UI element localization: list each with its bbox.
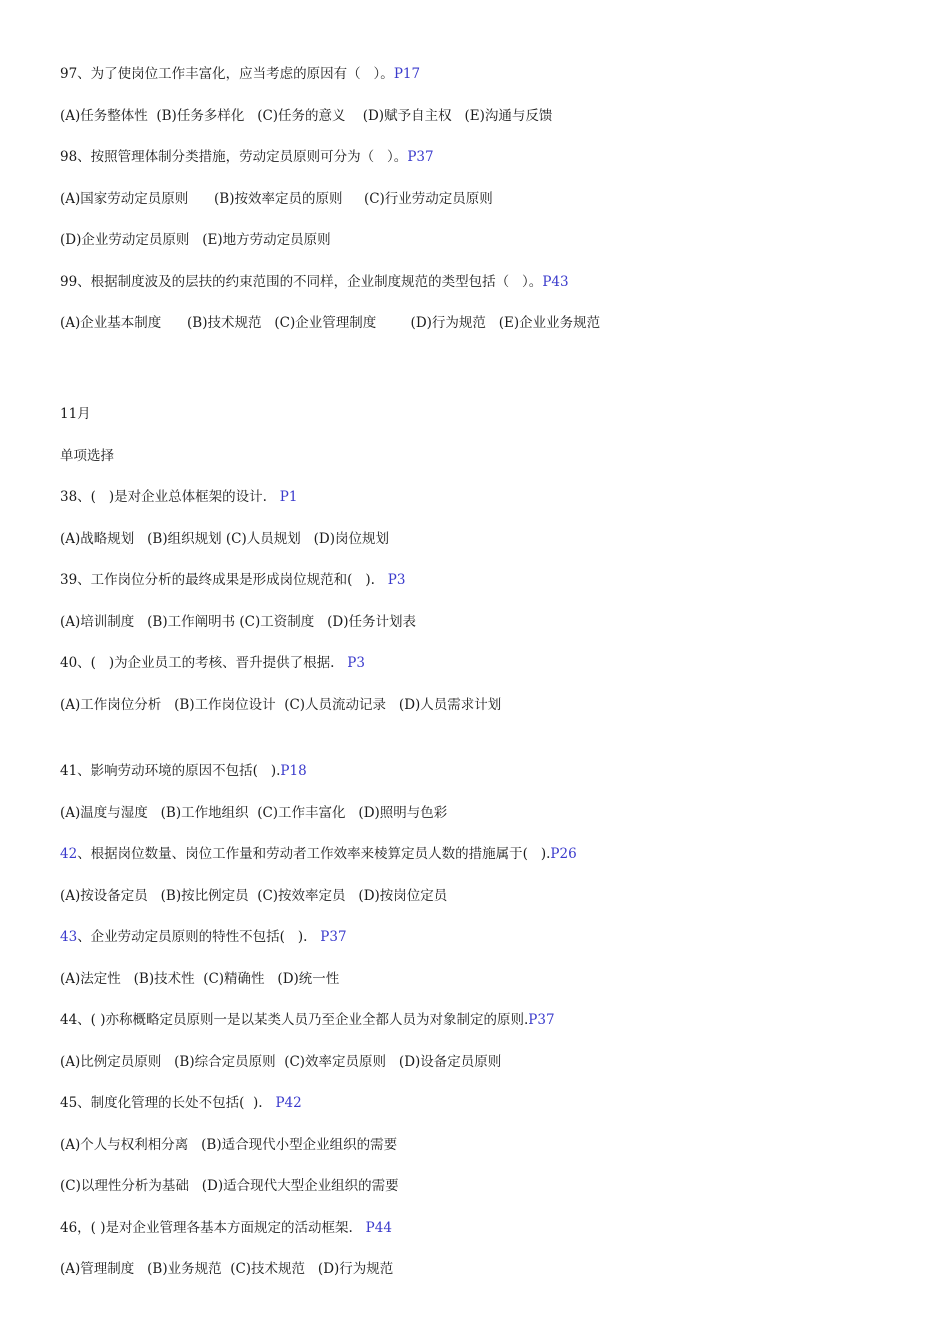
options-44: [60, 1052, 501, 1072]
options-43: [60, 969, 339, 989]
page-ref: P42: [275, 1095, 302, 1111]
options-45-a: [60, 1135, 397, 1155]
line-text: 40、( )为企业员工的考核、晋升提供了根据.: [60, 655, 348, 671]
line-text: (A)法定性 (B)技术性 (C)精确性 (D)统一性: [60, 971, 340, 987]
question-99: [60, 272, 569, 292]
line-text: 38、( )是对企业总体框架的设计.: [60, 489, 280, 505]
question-43: [60, 927, 347, 947]
line-text: 97、为了使岗位工作丰富化，应当考虑的原因有（ ）。: [60, 66, 394, 82]
options-40: [60, 695, 501, 715]
line-text: (A)工作岗位分析 (B)工作岗位设计 (C)人员流动记录 (D)人员需求计划: [60, 697, 502, 713]
options-45-b: [60, 1176, 399, 1196]
question-number: 42: [60, 846, 78, 862]
line-text: (A)温度与湿度 (B)工作地组织 (C)工作丰富化 (D)照明与色彩: [60, 805, 448, 821]
line-text: (D)企业劳动定员原则 (E)地方劳动定员原则: [60, 232, 331, 248]
line-text: (C)以理性分析为基础 (D)适合现代大型企业组织的需要: [60, 1178, 399, 1194]
line-text: 99、根据制度波及的层扶的约束范围的不同样，企业制度规范的类型包括（ ）。: [60, 274, 543, 290]
line-text: 98、按照管理体制分类措施，劳动定员原则可分为（ ）。: [60, 149, 408, 165]
line-text: 41、影响劳动环境的原因不包括( ).: [60, 763, 281, 779]
section-type: [60, 446, 114, 466]
question-98: [60, 147, 434, 167]
page-ref: P17: [393, 66, 421, 82]
line-text: 46，( )是对企业管理各基本方面规定的活动框架.: [60, 1220, 366, 1236]
question-40: [60, 653, 365, 673]
options-42: [60, 886, 447, 906]
line-text: (A)任务整体性 (B)任务多样化 (C)任务的意义 (D)赋予自主权 (E)沟通与反馈: [60, 108, 553, 124]
options-98-b: [60, 230, 331, 250]
line-text: (A)培训制度 (B)工作阐明书 (C)工资制度 (D)任务计划表: [60, 614, 416, 630]
section-month: [60, 404, 91, 424]
options-46: [60, 1259, 393, 1279]
line-text: 、企业劳动定员原则的特性不包括( ).: [77, 929, 321, 945]
page-ref: P37: [407, 149, 434, 165]
line-text: (A)管理制度 (B)业务规范 (C)技术规范 (D)行为规范: [60, 1261, 394, 1277]
line-text: (A)按设备定员 (B)按比例定员 (C)按效率定员 (D)按岗位定员: [60, 888, 448, 904]
page-ref: P43: [542, 274, 569, 290]
line-text: 39、工作岗位分析的最终成果是形成岗位规范和( ).: [60, 572, 388, 588]
line-text: 、根据岗位数量、岗位工作量和劳动者工作效率来棱算定员人数的措施属于( ).: [77, 846, 551, 862]
options-98-a: [60, 189, 493, 209]
line-text: (A)企业基本制度 (B)技术规范 (C)企业管理制度 (D)行为规范 (E)企业业务规范: [60, 315, 601, 331]
question-97: [60, 64, 420, 84]
line-text: (A)国家劳动定员原则 (B)按效率定员的原则 (C)行业劳动定员原则: [60, 191, 493, 207]
page-ref: P1: [279, 489, 298, 505]
question-45: [60, 1093, 302, 1113]
line-text: 45、制度化管理的长处不包括( ).: [60, 1095, 276, 1111]
page-ref: P18: [280, 763, 307, 779]
options-38: [60, 529, 389, 549]
options-99: [60, 313, 600, 333]
page-ref: P37: [528, 1012, 555, 1028]
question-39: [60, 570, 405, 590]
question-38: [60, 487, 297, 507]
options-41: [60, 803, 447, 823]
line-text: 44、( )亦称概略定员原则一是以某类人员乃至企业全都人员为对象制定的原则.: [60, 1012, 529, 1028]
page-ref: P37: [320, 929, 347, 945]
question-44: [60, 1010, 555, 1030]
page-ref: P44: [365, 1220, 392, 1236]
question-number: 43: [60, 929, 78, 945]
options-39: [60, 612, 416, 632]
line-text: 11月: [60, 406, 91, 422]
page-ref: P3: [387, 572, 406, 588]
options-97: [60, 106, 552, 126]
question-42: [60, 844, 577, 864]
question-46: [60, 1218, 392, 1238]
line-text: 单项选择: [60, 448, 114, 464]
question-41: [60, 761, 307, 781]
line-text: (A)战略规划 (B)组织规划 (C)人员规划 (D)岗位规划: [60, 531, 389, 547]
page-ref: P3: [347, 655, 365, 671]
line-text: (A)比例定员原则 (B)综合定员原则 (C)效率定员原则 (D)设备定员原则: [60, 1054, 502, 1070]
page-ref: P26: [550, 846, 577, 862]
line-text: (A)个人与权利相分离 (B)适合现代小型企业组织的需要: [60, 1137, 398, 1153]
